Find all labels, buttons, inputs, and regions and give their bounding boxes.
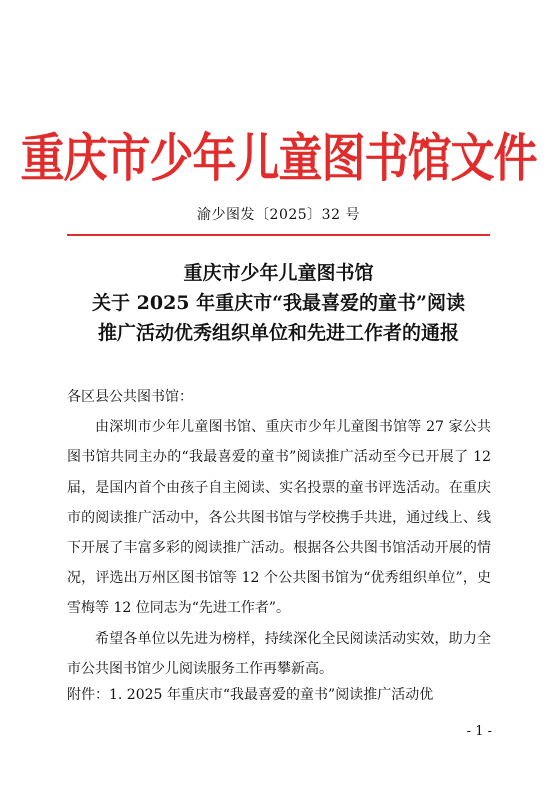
notice-title-line-1: 重庆市少年儿童图书馆: [183, 262, 374, 284]
header-divider-line: [67, 234, 490, 236]
notice-title-line-2: 关于 2025 年重庆市“我最喜爱的童书”阅读: [92, 292, 465, 314]
page-number: - 1 -: [466, 724, 492, 739]
notice-title-line-3: 推广活动优秀组织单位和先进工作者的通报: [97, 322, 459, 344]
document-number: 渝少图发〔2025〕32 号: [197, 207, 360, 223]
body-paragraph-1: 由深圳市少年儿童图书馆、重庆市少年儿童图书馆等 27 家公共图书馆共同主办的“我最喜爱的童书”阅读推广活动至今已开展了 12 届，是国内首个由孩子自主阅读、实名投票的童书评选活动。在重庆市的阅读推广活动中，各公共图书馆与学校携手共进，通过线上、线下开展了丰富多彩的阅读推广活动。根据各公共图书馆活动开展的情况，评选出万州区图书馆等 12 个公共图书馆为“优秀组织单位”，史雪梅等 12 位同志为“先进工作者”。: [67, 419, 491, 617]
notice-body: [67, 382, 491, 684]
document-header-title: 重庆市少年儿童图书馆文件: [20, 128, 537, 189]
body-paragraph-2: 希望各单位以先进为榜样，持续深化全民阅读活动实效，助力全市公共图书馆少儿阅读服务工作再攀新高。: [67, 630, 491, 677]
salutation: 各区县公共图书馆：: [67, 389, 193, 405]
attachment-line: 附件：1. 2025 年重庆市“我最喜爱的童书”阅读推广活动优: [67, 687, 434, 703]
notice-title: [0, 258, 557, 348]
